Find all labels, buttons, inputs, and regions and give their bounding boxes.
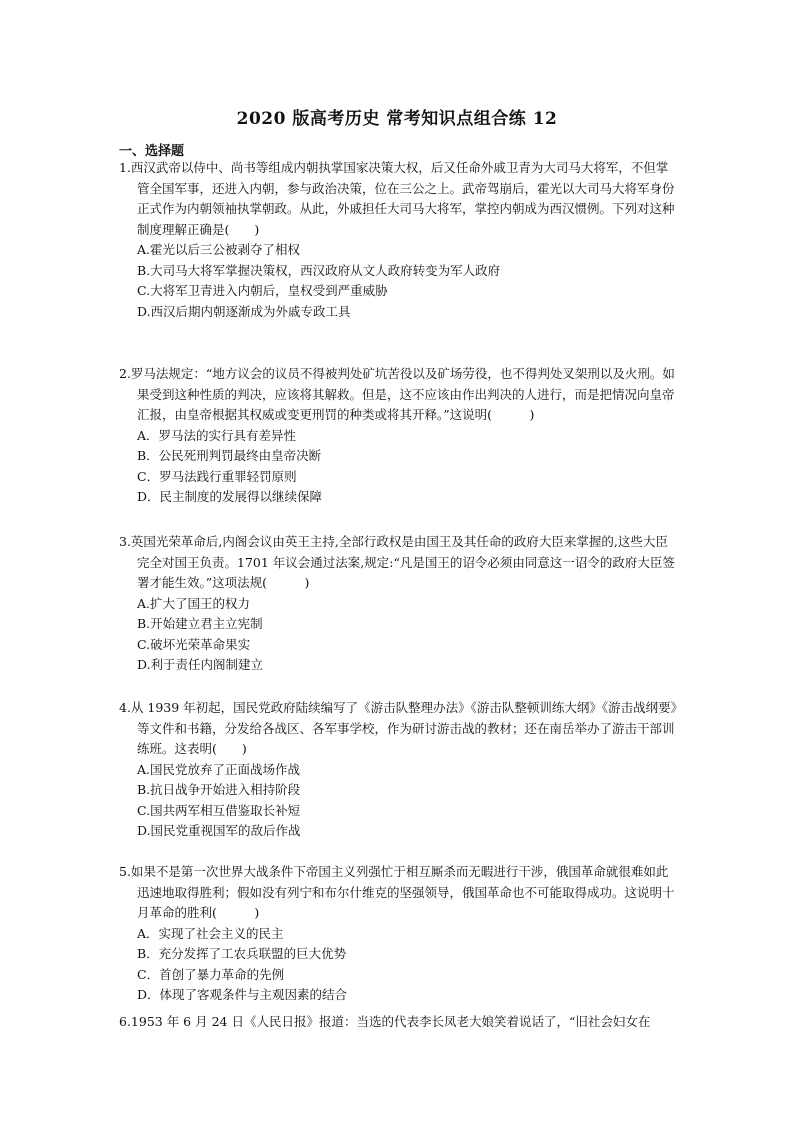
option-b: B.开始建立君主立宪制 [137,616,263,631]
question-6 [119,1012,679,1033]
option-a: A.霍光以后三公被剥夺了相权 [137,242,301,257]
question-4 [119,698,679,842]
question-stem: 1.西汉武帝以侍中、尚书等组成内朝执掌国家决策大权，后又任命外戚卫青为大司马大将军，不但掌管全国军事，还进入内朝，参与政治决策，位在三公之上。武帝驾崩后，霍光以大司马大将军身份正式作为内朝领袖执掌朝政。从此，外戚担任大司马大将军，掌控内朝成为西汉惯例。下列对这种制度理解正确是( ) [119,160,675,237]
option-b: B．充分发挥了工农兵联盟的巨大优势 [137,946,347,961]
section-heading: 一、选择题 [119,144,185,159]
option-b: B.抗日战争开始进入相持阶段 [137,782,301,797]
question-stem: 6.1953 年 6 月 24 日《人民日报》报道：当选的代表李长凤老大娘笑着说话了，“旧社会妇女在 [119,1014,651,1029]
option-c: C．首创了暴力革命的先例 [137,966,285,982]
option-a: A．实现了社会主义的民主 [137,925,284,941]
option-b: B.大司马大将军掌握决策权，西汉政府从文人政府转变为军人政府 [137,262,501,278]
question-stem: 4.从 1939 年初起，国民党政府陆续编写了《游击队整理办法》《游击队整顿训练大纲》《游击战纲要》等文件和书籍，分发给各战区、各军事学校，作为研讨游击战的教材；还在南岳举办了游击干部训练班。这表明( ) [119,700,677,756]
question-stem: 5.如果不是第一次世界大战条件下帝国主义列强忙于相互厮杀而无暇进行干涉，俄国革命就很难如此迅速地取得胜利；假如没有列宁和布尔什维克的坚强领导，俄国革命也不可能取得成功。这说明十月革命的胜利( ) [119,864,675,920]
option-a: A．罗马法的实行具有差异性 [137,427,297,443]
option-d: D．体现了客观条件与主观因素的结合 [137,987,348,1002]
question-1 [119,158,679,322]
option-c: C.国共两军相互借鉴取长补短 [137,802,301,818]
option-c: C．罗马法践行重罪轻罚原则 [137,468,297,484]
option-a: A.国民党放弃了正面战场作战 [137,761,301,777]
option-d: D．民主制度的发展得以继续保障 [137,489,323,504]
question-stem: 3.英国光荣革命后,内阁会议由英王主持,全部行政权是由国王及其任命的政府大臣来掌握的,这些大臣完全对国王负责。1701 年议会通过法案,规定:“凡是国王的诏令必须由同意这一诏令的政府大臣签署才能生效。”这项法规( ) [119,534,675,590]
option-c: C.大将军卫青进入内朝后，皇权受到严重威胁 [137,283,388,298]
option-d: D.国民党重视国军的敌后作战 [137,823,301,838]
option-d: D.西汉后期内朝逐渐成为外戚专政工具 [137,303,351,319]
option-b: B．公民死刑判罚最终由皇帝决断 [137,448,322,463]
option-c: C.破坏光荣革命果实 [137,636,251,652]
question-3 [119,532,679,676]
option-a: A.扩大了国王的权力 [137,595,251,611]
question-5 [119,862,679,1006]
document-title: 2020 版高考历史 常考知识点组合练 12 [236,109,558,129]
option-d: D.利于责任内阁制建立 [137,657,264,672]
question-2 [119,364,679,508]
question-stem: 2.罗马法规定：“地方议会的议员不得被判处矿坑苦役以及矿场劳役，也不得判处叉架刑以及火刑。如果受到这种性质的判决，应该将其解救。但是，这不应该由作出判决的人进行，而是把情况向皇帝汇报，由皇帝根据其权威或变更刑罚的种类或将其开释。”这说明( ) [119,366,675,422]
